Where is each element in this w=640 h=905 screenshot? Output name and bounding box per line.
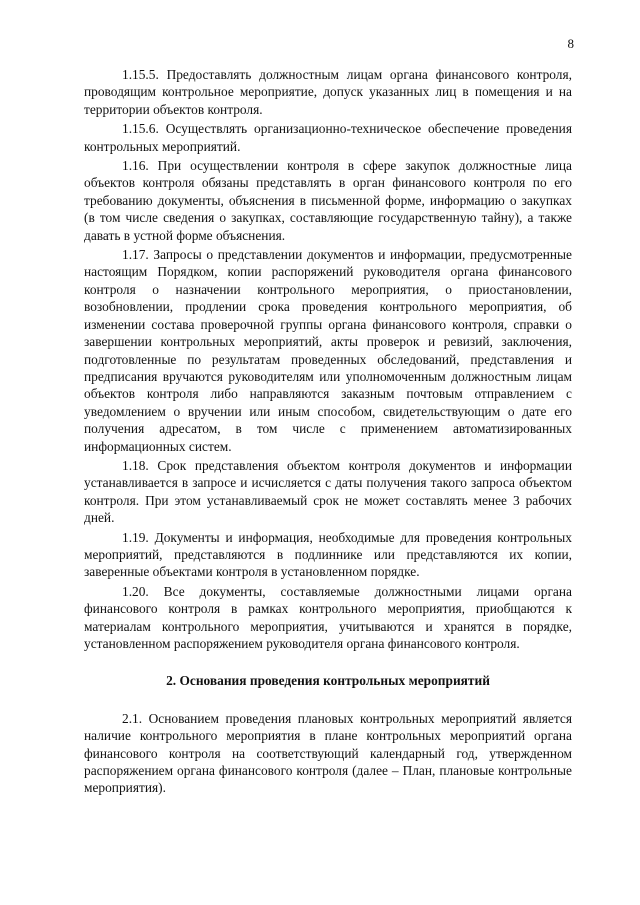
document-body bbox=[84, 66, 572, 799]
paragraph-2-1: 2.1. Основанием проведения плановых контрольных мероприятий является наличие контрольного мероприятия в плане контрольных мероприятий органа финансового контроля на соответствующий календарный год, утвержденном распоряжением органа финансового контроля (далее – План, плановые контрольные мероприятия). bbox=[84, 710, 572, 796]
paragraph-1-16: 1.16. При осуществлении контроля в сфере закупок должностные лица объектов контроля обязаны представлять в орган финансового контроля по его требованию документы, объяснения в письменной форме, информацию о закупках (в том числе сведения о закупках, составляющие государственную тайну), а также давать в устной форме объяснения. bbox=[84, 158, 572, 243]
paragraph-1-17: 1.17. Запросы о представлении документов и информации, предусмотренные настоящим Порядком, копии распоряжений руководителя органа финансового контроля о назначении контрольного мероприятия, о приостановлении, возобновлении, продлении срока проведения контрольного мероприятия, об изменении состава проверочной группы органа финансового контроля, справки о завершении контрольных мероприятий, акты проверок и ревизий, заключения, подготовленные по результатам проведенных обследований, представления и предписания вручаются руководителям или уполномоченным должностным лицам объектов контроля либо направляются заказным почтовым отправлением с уведомлением о вручении или иным способом, свидетельствующим о дате его получения адресатом, в том числе с применением автоматизированных информационных систем. bbox=[84, 247, 572, 454]
page-number: 8 bbox=[567, 36, 574, 51]
paragraph-1-15-6: 1.15.6. Осуществлять организационно-техническое обеспечение проведения контрольных мероприятий. bbox=[84, 121, 572, 154]
paragraph-1-19: 1.19. Документы и информация, необходимые для проведения контрольных мероприятий, представляются в подлиннике или представляются их копии, заверенные объектами контроля в установленном порядке. bbox=[84, 529, 572, 580]
section-heading: 2. Основания проведения контрольных мероприятий bbox=[166, 673, 490, 689]
paragraph-1-20: 1.20. Все документы, составляемые должностными лицами органа финансового контроля в рамках контрольного мероприятия, приобщаются к материалам контрольного мероприятия, учитываются и хранятся в порядке, установленном распоряжением руководителя органа финансового контроля. bbox=[84, 583, 572, 651]
paragraph-1-15-5: 1.15.5. Предоставлять должностным лицам органа финансового контроля, проводящим контрольное мероприятие, допуск указанных лиц в помещения и на территории объектов контроля. bbox=[84, 67, 572, 117]
paragraph-1-18: 1.18. Срок представления объектом контроля документов и информации устанавливается в запросе и исчисляется с даты получения такого запроса объектом контроля. При этом устанавливаемый срок не может составлять менее 3 рабочих дней. bbox=[84, 457, 572, 526]
